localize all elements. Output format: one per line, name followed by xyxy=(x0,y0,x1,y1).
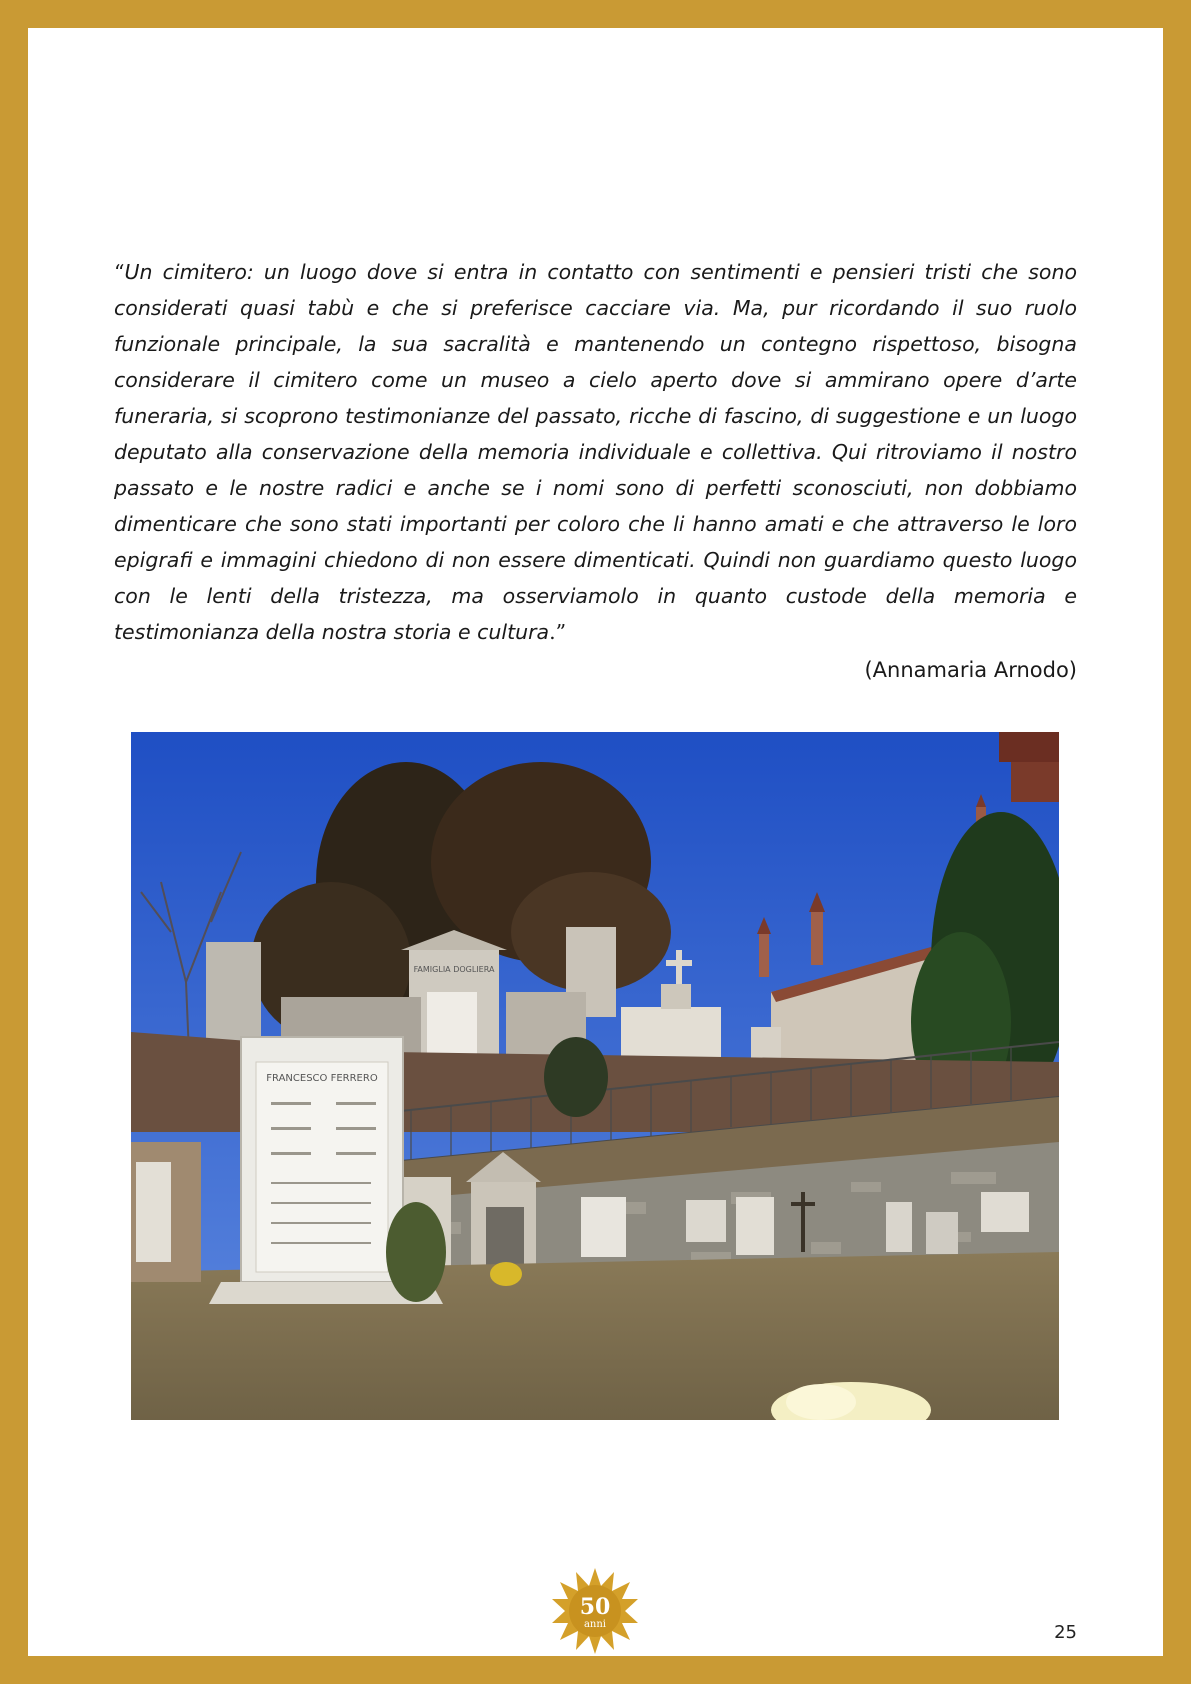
badge-number: 50 xyxy=(579,1594,611,1620)
quote-text: Un cimitero: un luogo dove si entra in contatto con sentimenti e pensieri tristi che sono considerati quasi tabù e che si preferisce cacciare via. Ma, pur ricordando il suo ruolo funzionale principale, la sua sacralità e mantenendo un contegno rispettoso, bisogna considerare il cimitero come un museo a cielo aperto dove si ammirano opere d’arte funeraria, si scoprono testimonianze del passato, ricche di fascino, di suggestione e un luogo deputato alla conservazione della memoria individuale e collettiva. Qui ritroviamo il nostro passato e le nostre radici e anche se i nomi sono di perfetti sconosciuti, non dobbiamo dimenticare che sono stati importanti per coloro che li hanno amati e che attraverso le loro epigrafi e immagini chiedono di non essere dimenticati. Quindi non guardiamo questo luogo con le lenti della tristezza, ma osserviamolo in quanto custode della memoria e testimonianza della nostra storia e cultura xyxy=(114,260,1077,644)
quote-close-mark: .” xyxy=(549,620,567,644)
badge-word: anni xyxy=(583,1619,607,1630)
quote-open-mark: “ xyxy=(114,260,125,284)
quote-author: (Annamaria Arnodo) xyxy=(864,658,1077,682)
quote-paragraph xyxy=(114,254,1077,650)
page-number: 25 xyxy=(1054,1622,1077,1643)
tomb-inscription: FRANCESCO FERRERO xyxy=(266,1073,378,1084)
chapel-inscription: FAMIGLIA DOGLIERA xyxy=(413,965,495,974)
page xyxy=(28,28,1163,1656)
cemetery-photo xyxy=(131,732,1059,1420)
fifty-years-badge xyxy=(552,1568,638,1654)
